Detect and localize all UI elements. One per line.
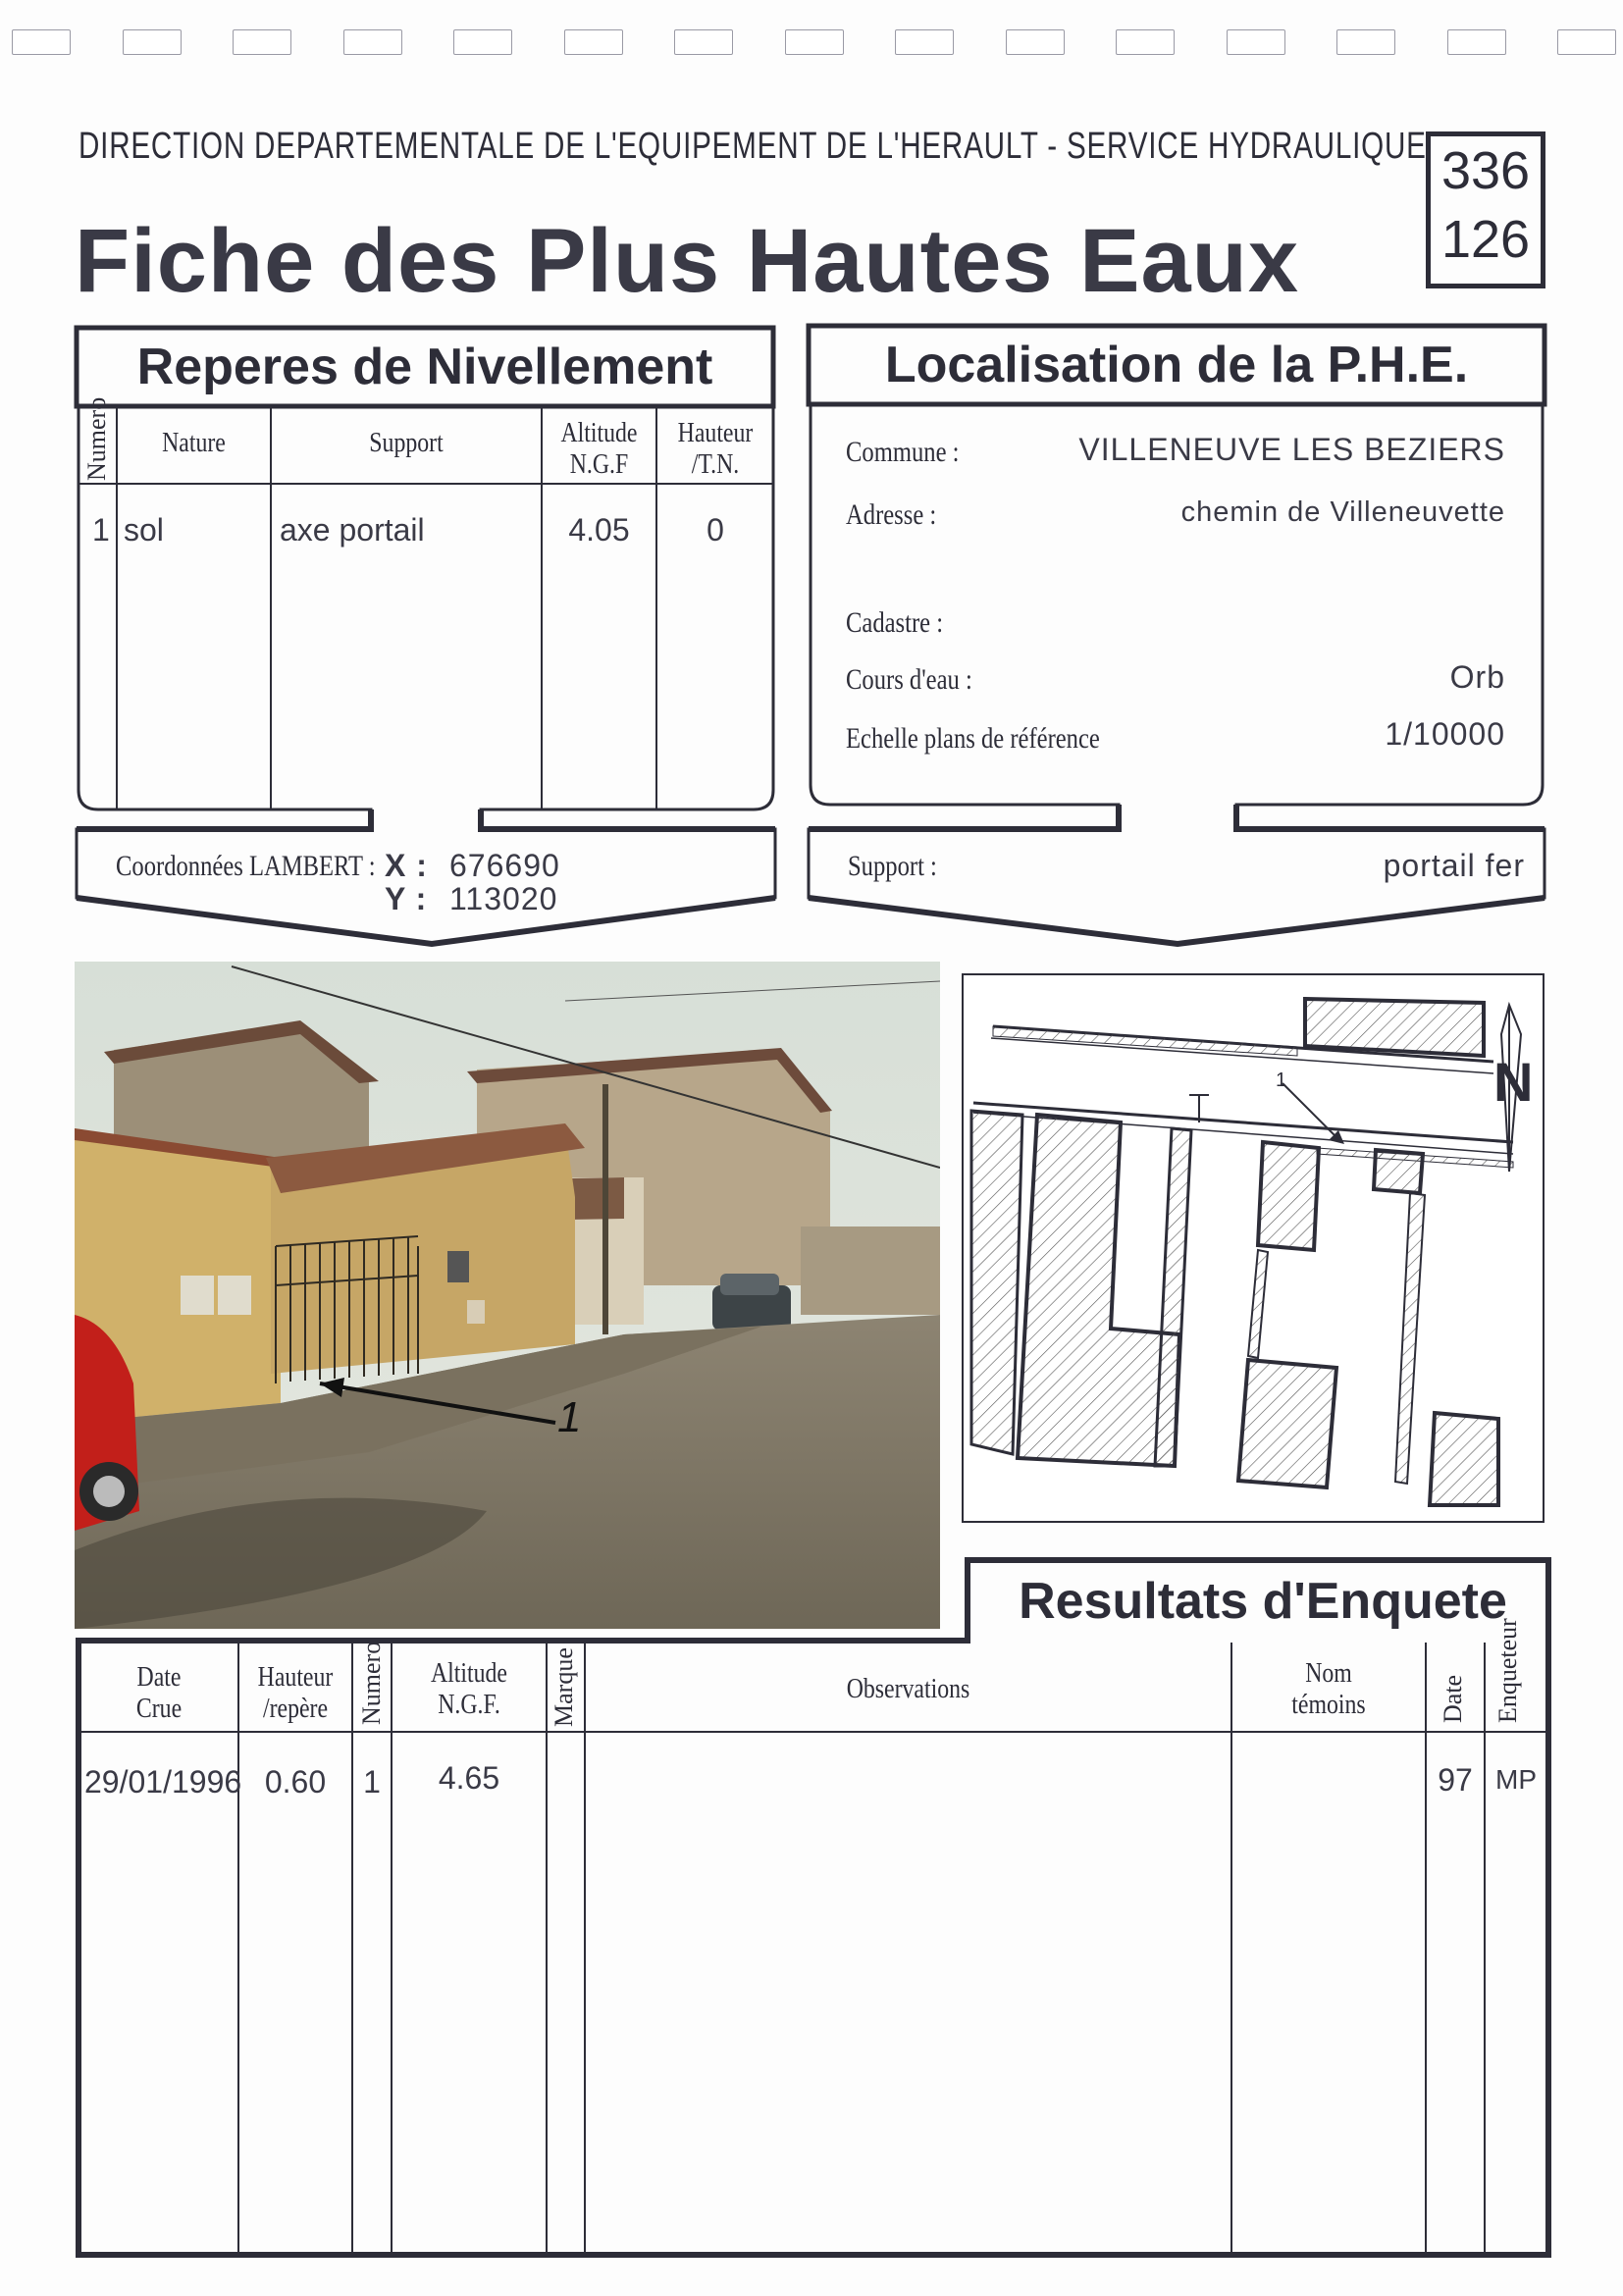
lambert-label: Coordonnées LAMBERT : (116, 850, 376, 882)
reperes-title: Reperes de Nivellement (136, 339, 713, 395)
support-label: Support : (848, 850, 937, 882)
resultats-col-date: Date Crue (135, 1662, 183, 1724)
resultats-col-observations: Observations (846, 1674, 970, 1704)
cours-label: Cours d'eau : (846, 663, 972, 696)
resultats-col-marque: Marque (550, 1647, 578, 1727)
commune-value: VILLENEUVE LES BEZIERS (1078, 432, 1505, 467)
resultats-col-enqueteur: Enqueteur (1493, 1618, 1522, 1723)
reperes-col-altitude: Altitude N.G.F (560, 418, 638, 480)
resultats-hauteur: 0.60 (264, 1764, 327, 1800)
lambert-y-label: Y : (385, 881, 428, 916)
adresse-value: chemin de Villeneuvette (1180, 496, 1505, 528)
resultats-date: 29/01/1996 (84, 1764, 242, 1800)
page-title: Fiche des Plus Hautes Eaux (75, 211, 1300, 311)
adresse-label: Adresse : (846, 498, 937, 531)
reperes-col-support: Support (369, 428, 444, 458)
reperes-support: axe portail (280, 512, 425, 548)
resultats-col-hauteur: Hauteur /repère (257, 1662, 334, 1724)
localisation-title: Localisation de la P.H.E. (884, 337, 1469, 393)
reperes-hauteur: 0 (707, 512, 724, 548)
reperes-col-nature: Nature (162, 428, 226, 458)
resultats-numero: 1 (363, 1764, 381, 1800)
sheet-id-bottom: 126 (1440, 210, 1531, 269)
north-label: N (1493, 1051, 1534, 1113)
resultats-altitude: 4.65 (438, 1760, 500, 1796)
site-photo (75, 962, 940, 1629)
cours-value: Orb (1449, 659, 1505, 695)
lambert-x-label: X : (385, 848, 428, 883)
reperes-col-hauteur: Hauteur /T.N. (677, 418, 754, 480)
commune-label: Commune : (846, 436, 960, 468)
photo-marker: 1 (557, 1393, 582, 1441)
cadastre-label: Cadastre : (846, 606, 944, 639)
agency-header: DIRECTION DEPARTEMENTALE DE L'EQUIPEMENT DE L'HERAULT - SERVICE HYDRAULIQUE (79, 126, 1427, 167)
map-marker: 1 (1276, 1070, 1287, 1091)
reperes-nature: sol (124, 512, 164, 548)
resultats-col-numero: Numero (357, 1641, 386, 1725)
resultats-enqueteur: MP (1495, 1764, 1537, 1795)
location-map (962, 973, 1544, 1523)
lambert-x-value: 676690 (449, 848, 560, 883)
sheet-id-top: 336 (1440, 141, 1531, 200)
echelle-label: Echelle plans de référence (846, 722, 1100, 755)
resultats-col-altitude: Altitude N.G.F. (430, 1658, 507, 1720)
reperes-col-numero: Numero (82, 396, 111, 481)
reperes-numero: 1 (92, 512, 110, 548)
support-value: portail fer (1383, 848, 1525, 883)
lambert-y-value: 113020 (449, 881, 558, 916)
resultats-title: Resultats d'Enquete (1019, 1573, 1507, 1630)
resultats-col-nom: Nom témoins (1291, 1658, 1366, 1720)
reperes-altitude: 4.05 (568, 512, 630, 548)
resultats-col-date2: Date (1439, 1674, 1467, 1723)
resultats-date2: 97 (1438, 1762, 1473, 1798)
echelle-value: 1/10000 (1385, 716, 1505, 752)
